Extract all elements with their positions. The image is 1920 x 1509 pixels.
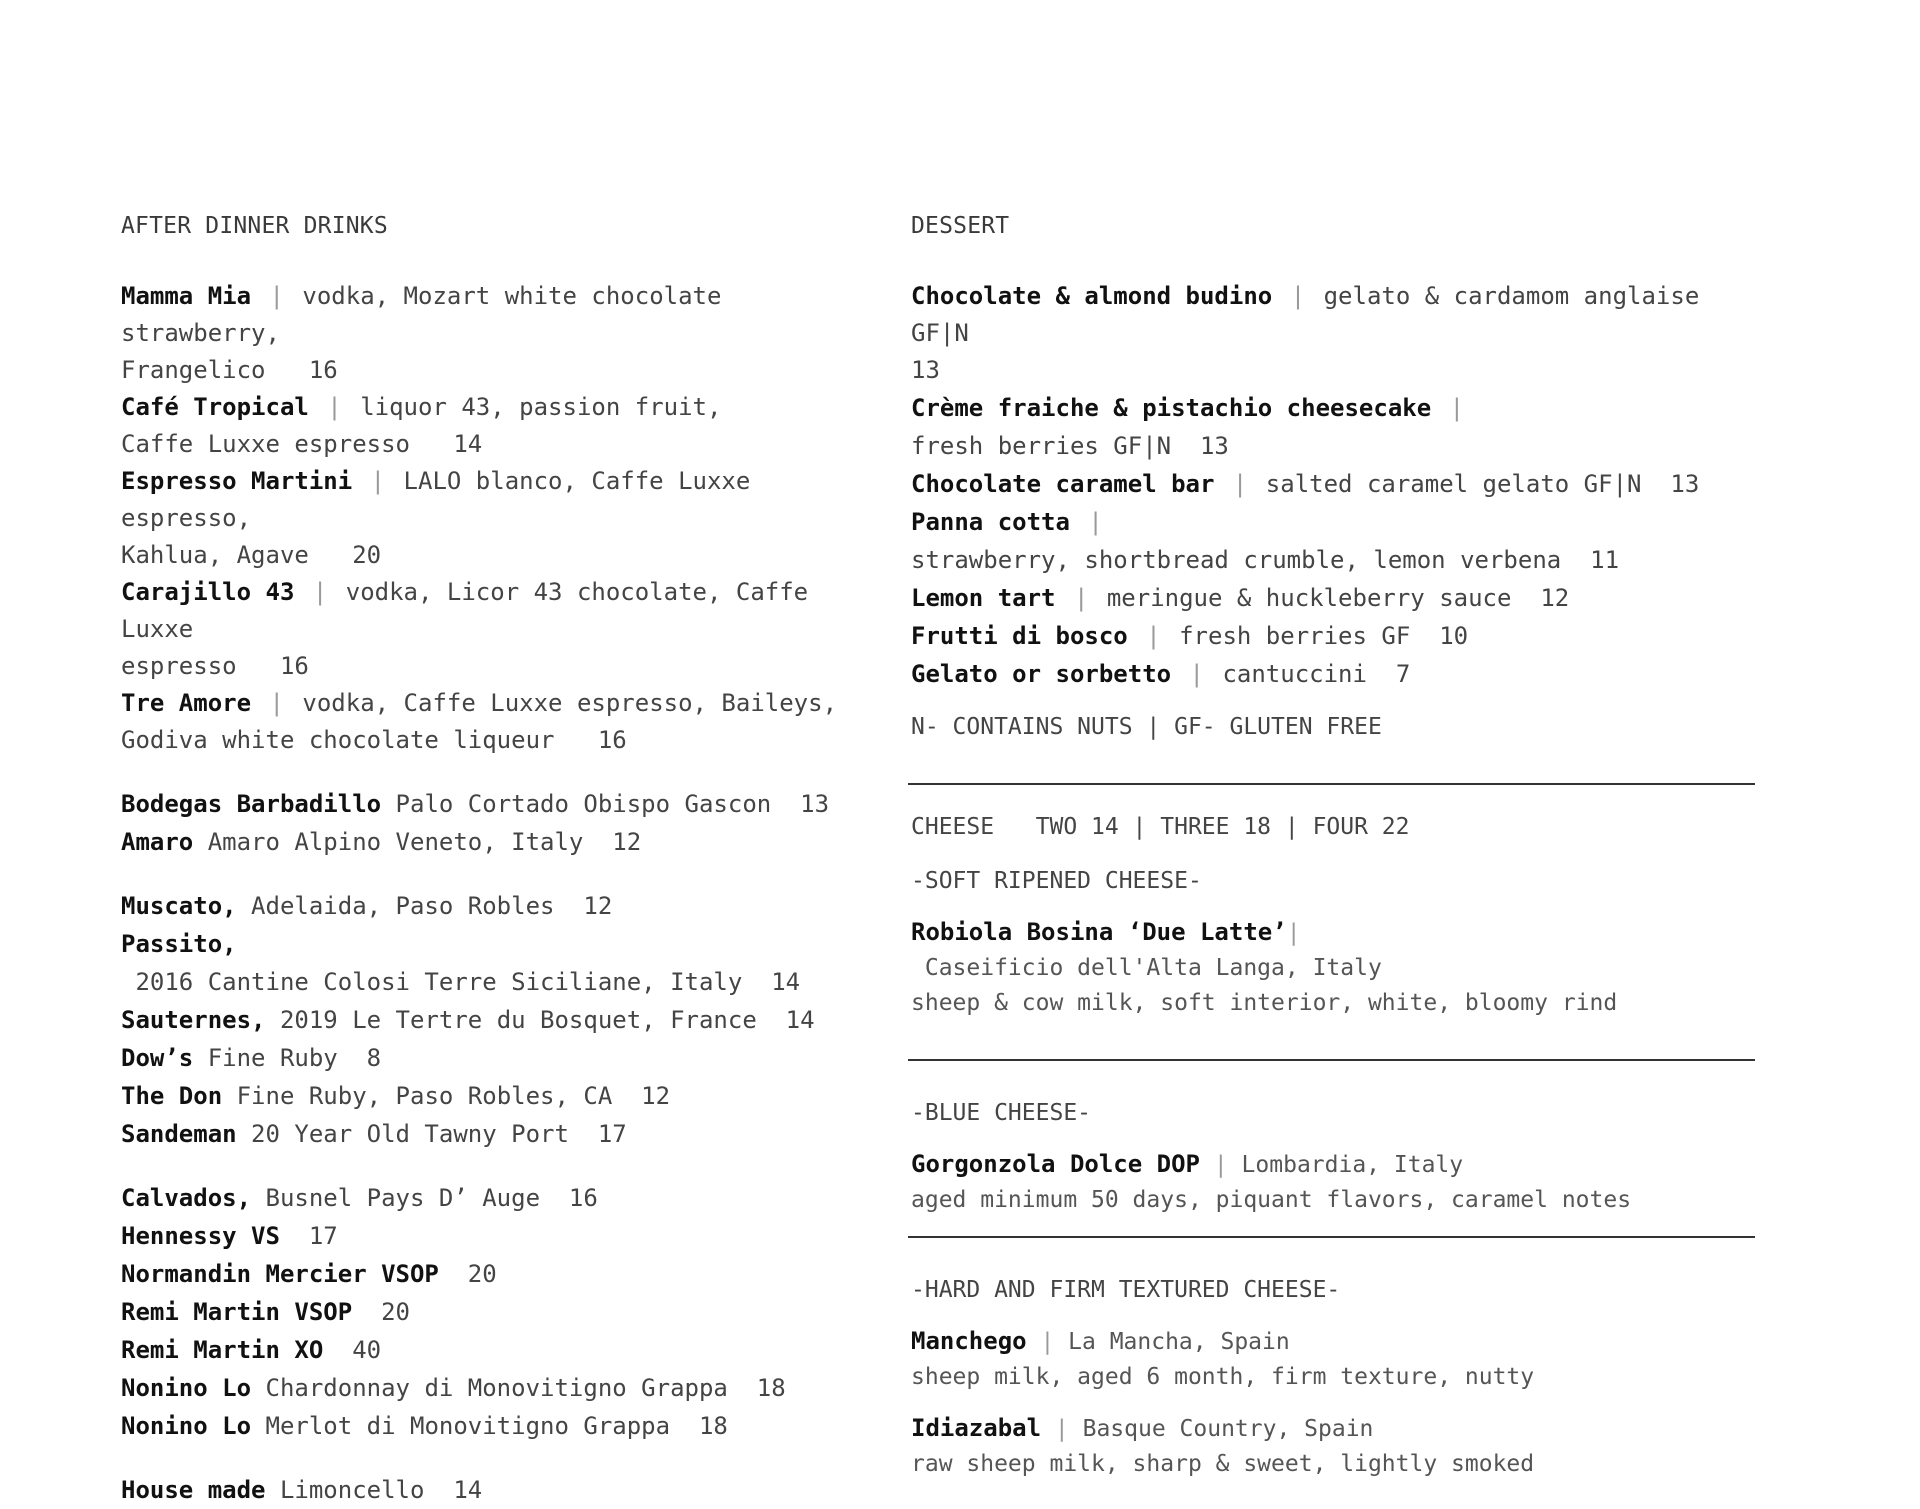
item-name: Bodegas Barbadillo [121, 790, 382, 818]
item-name: Tre Amore [121, 689, 252, 717]
item-detail: 17 [279, 1222, 338, 1250]
separator: | [1232, 470, 1248, 498]
spacer [911, 785, 1757, 811]
item-name: Hennessy VS [121, 1222, 280, 1250]
item-name: Robiola Bosina ‘Due Latte’ [911, 918, 1287, 946]
item-detail: Fine Ruby 8 [193, 1044, 382, 1072]
dessert-list [911, 278, 1757, 693]
list-item [121, 1471, 881, 1509]
item-detail: Fine Ruby, Paso Robles, CA 12 [222, 1082, 671, 1110]
separator: | [1040, 1329, 1055, 1355]
list-item [911, 465, 1757, 503]
list-item [911, 915, 1757, 986]
list-item [121, 1115, 881, 1153]
item-origin: Lombardia, Italy [1227, 1152, 1464, 1178]
hard-cheese-subhead: -HARD AND FIRM TEXTURED CHEESE- [911, 1277, 1341, 1303]
item-origin: Caseificio dell'Alta Langa, Italy [911, 955, 1382, 981]
item-name: Mamma Mia [121, 282, 252, 310]
spacer [911, 1218, 1757, 1236]
list-item [121, 1077, 881, 1115]
spacer [121, 861, 881, 887]
list-item [121, 389, 881, 463]
item-name: Sauternes, [121, 1006, 266, 1034]
item-detail: salted caramel gelato GF|N 13 [1265, 470, 1700, 498]
item-name: Sandeman [121, 1120, 237, 1148]
list-item [121, 1255, 881, 1293]
item-detail: fresh berries GF 10 [1179, 622, 1469, 650]
item-detail: Merlot di Monovitigno Grappa 18 [251, 1412, 728, 1440]
spacer [121, 1153, 881, 1179]
item-detail: Busnel Pays D’ Auge 16 [251, 1184, 598, 1212]
item-detail: Chardonnay di Monovitigno Grappa 18 [251, 1374, 786, 1402]
item-detail: Kahlua, Agave 20 [121, 541, 382, 569]
list-item [121, 785, 881, 823]
separator: | [1088, 508, 1103, 536]
list-item [121, 925, 881, 1001]
item-name: Frutti di bosco [911, 622, 1128, 650]
item-description: sheep & cow milk, soft interior, white, bloomy rind [911, 990, 1618, 1016]
item-name: Crème fraiche & pistachio cheesecake [911, 394, 1432, 422]
separator: | [1054, 1416, 1069, 1442]
separator: | [1189, 660, 1204, 688]
list-item [121, 1217, 881, 1255]
item-detail: vodka, Mozart white chocolate strawberry, [121, 282, 722, 347]
item-description: raw sheep milk, sharp & sweet, lightly smoked [911, 1451, 1535, 1477]
list-item [121, 1369, 881, 1407]
item-name: Idiazabal [911, 1414, 1042, 1442]
cheese-header: CHEESE TWO 14 | THREE 18 | FOUR 22 [911, 814, 1410, 840]
item-name: Remi Martin XO [121, 1336, 324, 1364]
spacer [911, 743, 1757, 783]
item-detail: Frangelico 16 [121, 356, 338, 384]
item-name: Carajillo 43 [121, 578, 295, 606]
list-item [121, 685, 881, 759]
item-detail: 2019 Le Tertre du Bosquet, France 14 [265, 1006, 815, 1034]
item-detail: 2016 Cantine Colosi Terre Siciliane, Italy 14 [121, 968, 801, 996]
separator: | [370, 467, 386, 495]
spacer [911, 1395, 1757, 1411]
limoncello-list [121, 1471, 881, 1509]
list-item [121, 1179, 881, 1217]
list-item [121, 574, 881, 685]
list-item [121, 1407, 881, 1445]
list-item [911, 655, 1757, 693]
soft-cheese-subhead: -SOFT RIPENED CHEESE- [911, 868, 1202, 894]
spacer [911, 1129, 1757, 1147]
list-item [911, 1147, 1757, 1183]
item-detail: Adelaida, Paso Robles 12 [236, 892, 613, 920]
item-name: Amaro [121, 828, 194, 856]
spacer [911, 1021, 1757, 1059]
blue-cheese-subhead: -BLUE CHEESE- [911, 1100, 1092, 1126]
item-detail: 20 Year Old Tawny Port 17 [236, 1120, 627, 1148]
separator: | [1073, 584, 1089, 612]
spacer [911, 1238, 1757, 1274]
list-item [121, 823, 881, 861]
separator: | [269, 689, 284, 717]
list-item [121, 1001, 881, 1039]
item-name: Chocolate & almond budino [911, 282, 1273, 310]
dessert-wine-list [121, 887, 881, 1153]
amaro-list [121, 785, 881, 861]
item-name: Normandin Mercier VSOP [121, 1260, 439, 1288]
item-name: Panna cotta [911, 508, 1070, 536]
dessert-column [911, 210, 1757, 1482]
list-item [121, 1293, 881, 1331]
list-item [121, 278, 881, 389]
list-item [911, 503, 1757, 579]
item-description: aged minimum 50 days, piquant flavors, caramel notes [911, 1187, 1632, 1213]
item-detail: 20 [438, 1260, 497, 1288]
list-item [911, 278, 1757, 389]
item-detail: 40 [323, 1336, 382, 1364]
item-detail: meringue & huckleberry sauce 12 [1106, 584, 1570, 612]
list-item [911, 389, 1757, 465]
item-name: The Don [121, 1082, 223, 1110]
spacer [121, 1445, 881, 1471]
item-name: Nonino Lo [121, 1374, 252, 1402]
after-dinner-drinks-title: AFTER DINNER DRINKS [121, 213, 388, 239]
item-detail: cantuccini 7 [1222, 660, 1411, 688]
item-name: Gorgonzola Dolce DOP [911, 1150, 1200, 1178]
list-item [121, 1039, 881, 1077]
item-detail: liquor 43, passion fruit, [360, 393, 722, 421]
item-name: Nonino Lo [121, 1412, 252, 1440]
spacer [121, 759, 881, 785]
separator: | [1449, 394, 1465, 422]
item-detail: espresso 16 [121, 652, 309, 680]
list-item [911, 617, 1757, 655]
separator: | [1146, 622, 1161, 650]
list-item [121, 887, 881, 925]
list-item [911, 1324, 1757, 1360]
item-detail: gelato & cardamom anglaise GF|N [911, 282, 1700, 347]
item-name: Calvados, [121, 1184, 252, 1212]
item-detail: Palo Cortado Obispo Gascon 13 [381, 790, 830, 818]
item-name: House made [121, 1476, 266, 1504]
item-detail: vodka, Caffe Luxxe espresso, Baileys, [302, 689, 838, 717]
item-detail: strawberry, shortbread crumble, lemon verbena 11 [911, 546, 1620, 574]
separator: | [1290, 282, 1306, 310]
item-name: Chocolate caramel bar [911, 470, 1215, 498]
item-origin: La Mancha, Spain [1054, 1329, 1290, 1355]
list-item [911, 1411, 1757, 1447]
item-name: Dow’s [121, 1044, 194, 1072]
separator: | [1286, 920, 1301, 946]
item-price: 13 [911, 356, 940, 384]
separator: | [327, 393, 342, 421]
item-name: Manchego [911, 1327, 1027, 1355]
spirits-list [121, 1179, 881, 1445]
item-detail: Caffe Luxxe espresso 14 [121, 430, 483, 458]
item-name: Passito, [121, 930, 237, 958]
item-detail: Amaro Alpino Veneto, Italy 12 [193, 828, 642, 856]
allergen-legend: N- CONTAINS NUTS | GF- GLUTEN FREE [911, 714, 1382, 740]
item-detail: vodka, Licor 43 chocolate, Caffe Luxxe [121, 578, 809, 643]
item-detail: Limoncello 14 [265, 1476, 483, 1504]
spacer [911, 843, 1757, 865]
list-item [911, 579, 1757, 617]
separator: | [269, 282, 284, 310]
item-name: Gelato or sorbetto [911, 660, 1172, 688]
item-origin: Basque Country, Spain [1068, 1416, 1374, 1442]
cocktail-list [121, 278, 881, 759]
item-name: Muscato, [121, 892, 237, 920]
spacer [911, 897, 1757, 915]
dessert-title: DESSERT [911, 213, 1010, 239]
item-name: Espresso Martini [121, 467, 353, 495]
item-detail: LALO blanco, Caffe Luxxe espresso, [121, 467, 751, 532]
item-name: Café Tropical [121, 393, 309, 421]
item-detail: Godiva white chocolate liqueur 16 [121, 726, 627, 754]
item-detail: fresh berries GF|N 13 [911, 432, 1229, 460]
spacer [911, 1061, 1757, 1097]
list-item [121, 1331, 881, 1369]
item-description: sheep milk, aged 6 month, firm texture, nutty [911, 1364, 1535, 1390]
item-detail: 20 [352, 1298, 410, 1326]
separator: | [1213, 1152, 1228, 1178]
spacer [911, 1306, 1757, 1324]
item-name: Lemon tart [911, 584, 1056, 612]
item-name: Remi Martin VSOP [121, 1298, 353, 1326]
separator: | [312, 578, 328, 606]
list-item [121, 463, 881, 574]
after-dinner-drinks-column [121, 210, 881, 1509]
